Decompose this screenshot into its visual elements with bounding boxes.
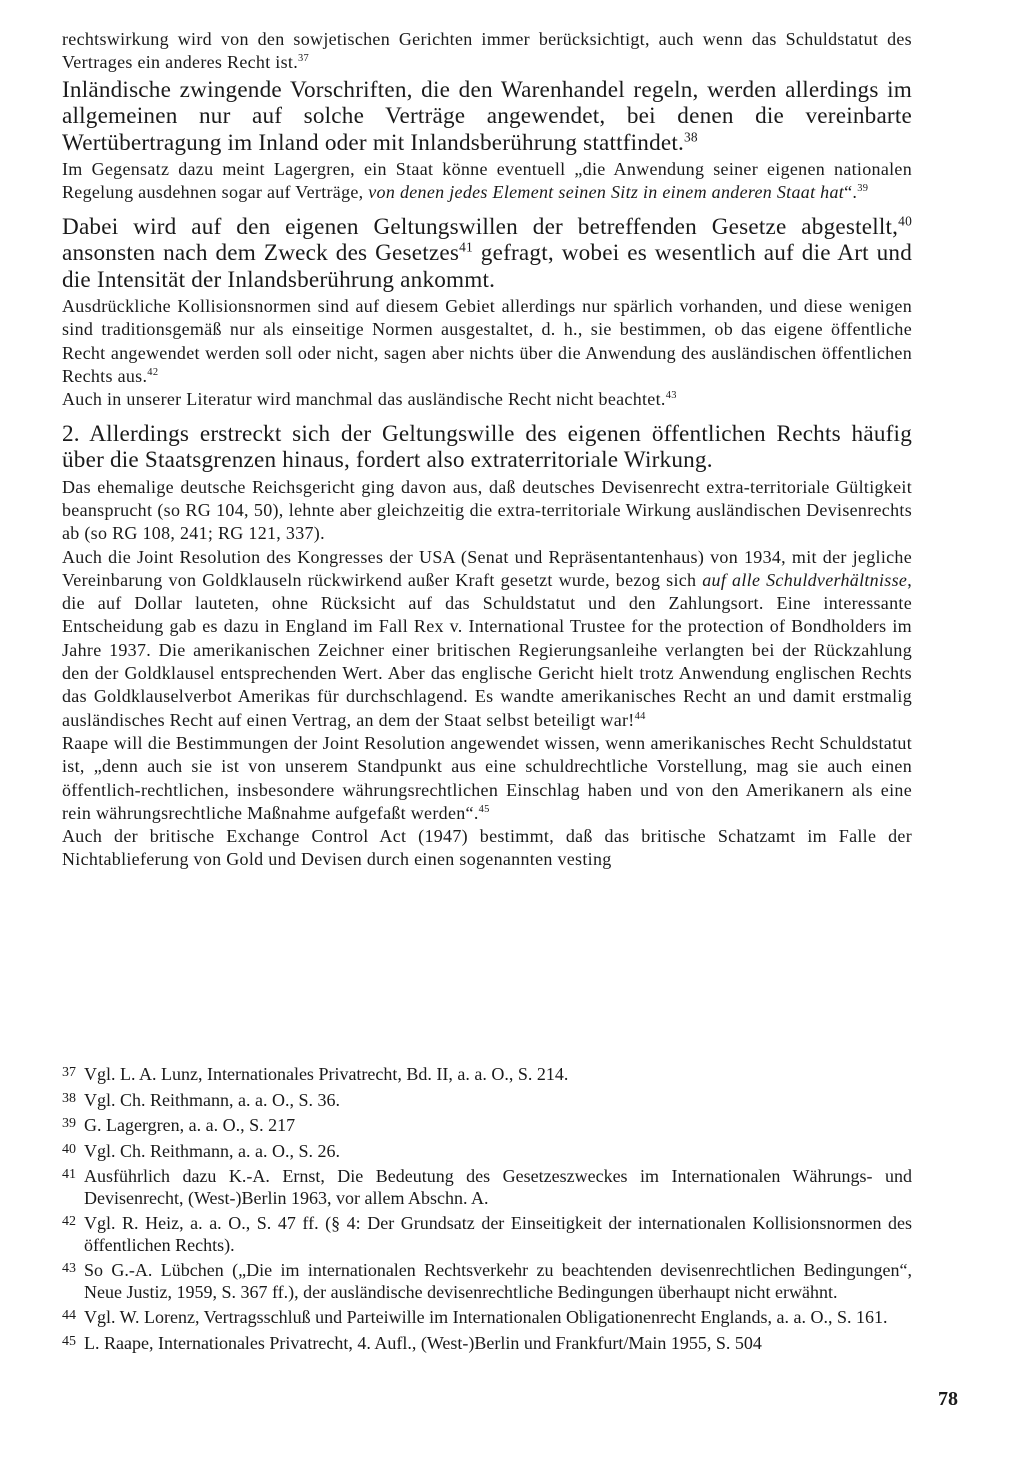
footnote bbox=[62, 1213, 912, 1256]
paragraph-8: Das ehemalige deutsche Reichsgericht ging davon aus, daß deutsches Devisenrecht extra-territoriale Gültigkeit beansprucht (so RG 104, 50), lehnte aber gleichzeitig die extra-territoriale Wirkung ausländischen Devisenrechts ab (so RG 108, 241; RG 121, 337). bbox=[62, 476, 912, 544]
paragraph-11: Auch der britische Exchange Control Act (1947) bestimmt, daß das britische Schatzamt im Falle der Nichtablieferung von Gold und Devisen durch einen sogenannten vesting bbox=[62, 826, 912, 870]
paragraph-6: Auch in unserer Literatur wird manchmal das ausländische Recht nicht beachtet.$^{43}$ bbox=[62, 389, 677, 410]
paragraph-4: Dabei wird auf den eigenen Geltungswillen der betreffenden Gesetze abgestellt,$^{40}$ ansonsten nach dem Zweck des Gesetzes$^{41}$ gefragt, wobei es wesentlich auf die Art und die Intensität der Inlandsberührung ankommt. bbox=[62, 212, 912, 293]
paragraph-1: rechtswirkung wird von den sowjetischen Gerichten immer berücksichtigt, auch wenn das Schuldstatut des Vertrages ein anderes Recht ist.$^{37}$ bbox=[62, 29, 912, 73]
footnote-text: G. Lagergren, a. a. O., S. 217 bbox=[84, 1115, 296, 1135]
footnote bbox=[62, 1141, 912, 1163]
footnote-ref-44: 44 bbox=[634, 710, 646, 722]
footnote-text: Vgl. Ch. Reithmann, a. a. O., S. 26. bbox=[84, 1140, 340, 1161]
footnotes bbox=[62, 1064, 912, 1358]
footnote-ref-42: 42 bbox=[147, 367, 159, 379]
footnote-text: L. Raape, Internationales Privatrecht, 4. Aufl., (West-)Berlin und Frankfurt/Main 1955, S. 504 bbox=[84, 1332, 762, 1353]
footnote bbox=[62, 1260, 912, 1303]
footnote-ref-45: 45 bbox=[478, 803, 490, 815]
footnote-text: Vgl. R. Heiz, a. a. O., S. 47 ff. (§ 4: Der Grundsatz der Einseitigkeit der internationalen Kollisionsnormen des öffentlichen Rechts). bbox=[84, 1213, 912, 1255]
footnote-ref-43: 43 bbox=[665, 390, 677, 402]
footnote-text: Ausführlich dazu K.-A. Ernst, Die Bedeutung des Gesetzeszweckes im Internationalen Währungs- und Devisenrecht, (West-)Berlin 1963, vor allem Abschn. A. bbox=[84, 1166, 912, 1208]
footnote bbox=[62, 1166, 912, 1209]
paragraph-2: Inländische zwingende Vorschriften, die den Warenhandel regeln, werden allerdings im allgemeinen nur auf solche Verträge angewendet, bei denen die vereinbarte Wertübertragung im Inland oder mit Inlandsberührung stattfindet.$^{38}$ bbox=[62, 76, 912, 156]
footnote-ref-41: 41 bbox=[459, 239, 473, 255]
footnote-number: 38 bbox=[62, 1090, 76, 1106]
footnote-text: Vgl. L. A. Lunz, Internationales Privatrecht, Bd. II, a. a. O., S. 214. bbox=[84, 1064, 569, 1084]
footnote-number: 44 bbox=[62, 1308, 76, 1323]
paragraph-10: Raape will die Bestimmungen der Joint Resolution angewendet wissen, wenn amerikanisches Recht Schuldstatut ist, „denn auch sie ist von unserem Standpunkt aus eine schuldrechtliche Vorstellung, mag sie auch einen öffentlich-rechtlichen, insbesondere währungsrechtlichen Einschlag haben und von den Amerikanern als eine rein währungsrechtliche Maßnahme aufgefaßt werden“.$^{45}$ bbox=[62, 732, 912, 823]
footnote-ref-39: 39 bbox=[857, 183, 869, 195]
footnote-number: 39 bbox=[62, 1116, 76, 1131]
footnote-number: 40 bbox=[62, 1141, 76, 1157]
body-text bbox=[62, 28, 912, 872]
footnote bbox=[62, 1333, 912, 1355]
page-number: 78 bbox=[938, 1388, 958, 1410]
footnote-ref-38: 38 bbox=[684, 128, 698, 144]
footnote-ref-40: 40 bbox=[898, 212, 912, 228]
footnote-number: 43 bbox=[62, 1261, 76, 1276]
footnote-ref-37: 37 bbox=[298, 53, 310, 65]
footnote-number: 41 bbox=[62, 1167, 76, 1182]
paragraph-3: Im Gegensatz dazu meint Lagergren, ein Staat könne eventuell „die Anwendung seiner eigenen nationalen Regelung ausdehnen sogar auf Verträge, von denen jedes Element seinen Sitz in einem anderen Staat hat“.$^{39}$ bbox=[62, 159, 912, 203]
footnote-number: 42 bbox=[62, 1214, 76, 1229]
footnote-number: 37 bbox=[62, 1065, 76, 1080]
paragraph-5: Ausdrückliche Kollisionsnormen sind auf diesem Gebiet allerdings nur spärlich vorhanden, und diese wenigen sind traditionsgemäß nur als einseitige Normen ausgestaltet, d. h., sie bestimmen, ob das eigene öffentliche Recht angewendet werden soll oder nicht, sagen aber nichts über die Anwendung des ausländischen öffentlichen Rechts aus.$^{42}$ bbox=[62, 296, 912, 387]
footnote bbox=[62, 1064, 912, 1086]
paragraph-7: 2. Allerdings erstreckt sich der Geltungswille des eigenen öffentlichen Rechts häufig über die Staatsgrenzen hinaus, fordert also extraterritoriale Wirkung. bbox=[62, 420, 912, 474]
footnote-text: Vgl. Ch. Reithmann, a. a. O., S. 36. bbox=[84, 1089, 340, 1110]
footnote bbox=[62, 1307, 912, 1329]
footnote-text: So G.-A. Lübchen („Die im internationalen Rechtsverkehr zu beachtenden devisenrechtlichen Bedingungen“, Neue Justiz, 1959, S. 367 ff.), der ausländische devisenrechtliche Bedingungen überhaupt nicht erwähnt. bbox=[84, 1260, 912, 1302]
footnote bbox=[62, 1115, 912, 1137]
footnote-text: Vgl. W. Lorenz, Vertragsschluß und Parteiwille im Internationalen Obligationenrecht Englands, a. a. O., S. 161. bbox=[84, 1307, 888, 1327]
footnote bbox=[62, 1090, 912, 1112]
footnote-number: 45 bbox=[62, 1333, 76, 1349]
paragraph-9: Auch die Joint Resolution des Kongresses der USA (Senat und Repräsentantenhaus) von 1934, mit der jegliche Vereinbarung von Goldklauseln rückwirkend außer Kraft gesetzt wurde, bezog sich auf alle Schuldverhältnisse, die auf Dollar lauteten, ohne Rücksicht auf das Schuldstatut und den Zahlungsort. Eine interessante Entscheidung gab es dazu in England im Fall Rex v. International Trustee for the protection of Bondholders im Jahre 1937. Die amerikanischen Zeichner einer britischen Regierungsanleihe verlangten bei der Rückzahlung den der Goldklausel entsprechenden Wert. Aber das englische Gericht hielt trotz Anwendung englischen Rechts das Goldklauselverbot Amerikas für durchschlagend. Es wandte amerikanisches Recht an und damit erstmalig ausländisches Recht auf einen Vertrag, an dem der Staat selbst beteiligt war!$^{44}$ bbox=[62, 546, 912, 730]
